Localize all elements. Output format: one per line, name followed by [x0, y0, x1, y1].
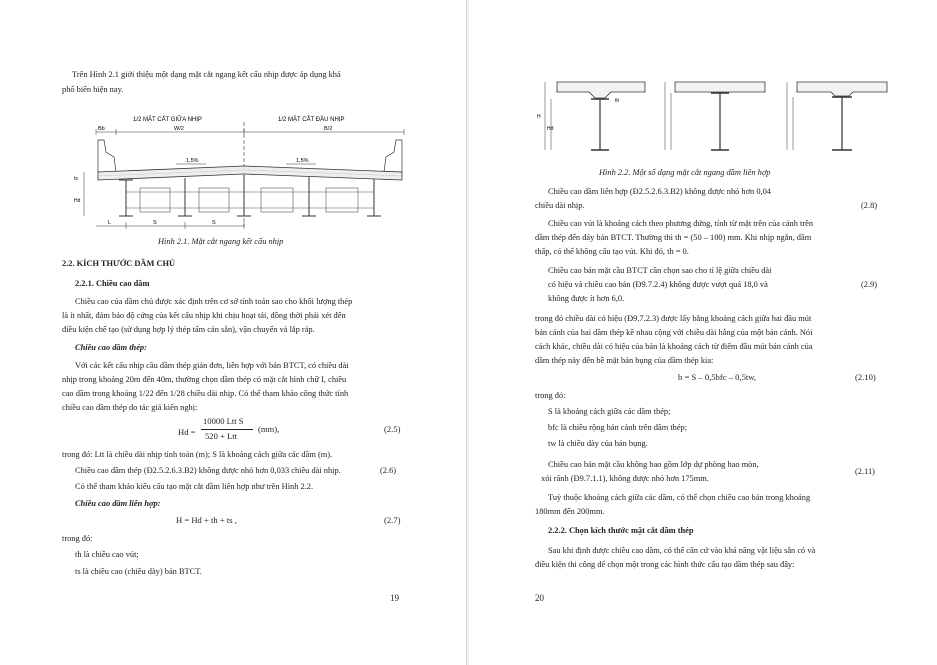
- eq-2-10-number: (2.10): [855, 372, 876, 382]
- page-number-right: 20: [535, 593, 544, 603]
- left-page: [0, 0, 467, 665]
- eq-2-5-number: (2.5): [384, 424, 401, 434]
- fig1-label-left: 1/2 MẶT CẮT GIỮA NHỊP: [133, 117, 202, 123]
- right-page: [469, 0, 937, 665]
- def-tw: tw là chiều dày của bản bụng.: [548, 439, 648, 448]
- figure-2-1-caption: Hình 2.1. Mặt cắt ngang kết cấu nhịp: [158, 237, 284, 246]
- p2-line-2: nhịp trong khoảng 20m đến 40m, thường chọn dầm thép có mặt cắt hình chữ I, chiều: [62, 375, 347, 384]
- r-p1-line-1: Chiều cao dầm liên hợp (Đ2.5.2.6.3.B2) không được nhỏ hơn 0,04: [548, 187, 771, 196]
- r-p2-line-3: thấp, có thể không cấu tạo vút. Khi đó, th = 0.: [535, 247, 689, 256]
- fig1-dim-s2: S: [212, 220, 216, 226]
- section-2-2-heading: 2.2. KÍCH THƯỚC DẦM CHỦ: [62, 259, 176, 268]
- fig1-dim-b2: B/2: [324, 126, 333, 132]
- r-p7-line-1: Sau khi định được chiều cao dầm, có thể căn cứ vào khả năng vật liệu sẵn có và: [548, 546, 816, 555]
- eq-2-7: H = Hd + th + ts ,: [176, 515, 237, 525]
- eq-2-5-lhs: Hd =: [178, 427, 196, 437]
- eq-2-5-numerator: 10000 Ltt S: [203, 416, 244, 426]
- steel-height-heading: Chiều cao dầm thép:: [75, 343, 147, 352]
- def-ts: ts là chiều cao (chiều dày) bản BTCT.: [75, 567, 202, 576]
- p2-line-3: cao dầm trong khoảng 1/22 đến 1/28 chiều dài nhịp. Có thể tham khảo công thức tính: [62, 389, 349, 398]
- figure-2-2-sections: [535, 70, 905, 160]
- r-p6-line-1: Tuỳ thuộc khoảng cách giữa các dầm, có thể chọn chiều cao bản trong khoảng: [548, 493, 811, 502]
- eq-2-5-denominator: 520 + Ltt: [205, 431, 238, 441]
- eq-2-5-fraction-bar: [201, 429, 253, 430]
- fig1-label-right: 1/2 MẶT CẮT ĐẦU NHỊP: [278, 117, 345, 123]
- r-p4-line-2: bản cánh của hai dầm thép kề nhau cộng với chiều dài hẫng của một bản cánh. Nói: [535, 328, 813, 337]
- r-p3-line-3: không được ít hơn 6,0.: [548, 294, 625, 303]
- fig1-slope-left: 1,5%: [186, 158, 199, 164]
- r-p4-line-1: trong đó chiều dài có hiệu (Đ9.7.2.3) được lấy bằng khoảng cách giữa hai đầu mút: [535, 314, 812, 323]
- r-p5-line-2: xói rãnh (Đ9.7.1.1), không được nhỏ hơn 175mm.: [541, 474, 709, 483]
- def-bfc: bfc là chiều rộng bản cánh trên dầm thép;: [548, 423, 688, 432]
- section-2-2-2-heading: 2.2.2. Chọn kích thước mặt cắt dầm thép: [548, 526, 694, 535]
- fig1-dim-s1: S: [153, 220, 157, 226]
- p1-line-1: Chiều cao của dầm chủ được xác định trên cơ sở tính toán sao cho khối lượng thép: [75, 297, 353, 306]
- intro-line-1: Trên Hình 2.1 giới thiệu một dạng mặt cắt ngang kết cấu nhịp được áp dụng khá: [72, 70, 341, 79]
- r-p6-line-2: 180mm đến 200mm.: [535, 507, 605, 516]
- where-label: trong đó:: [62, 534, 93, 543]
- page-number-left: 19: [390, 593, 399, 603]
- r-p7-line-2: điều kiện thi công để chọn một trong các hình thức cấu tạo dầm thép sau đây:: [535, 560, 795, 569]
- eq-2-7-number: (2.7): [384, 515, 401, 525]
- fig1-side-ts: ts: [74, 176, 78, 182]
- eq-2-11-number: (2.11): [855, 467, 875, 476]
- figure-2-1-cross-section: [58, 112, 418, 232]
- eq-2-5-unit: (mm),: [258, 424, 280, 434]
- p1-line-2: là ít nhất, đảm bảo độ cứng của kết cấu nhịp khi chịu hoạt tải, đồng thời phải xét đến: [62, 311, 346, 320]
- def-th: th là chiều cao vút;: [75, 550, 139, 559]
- r-p4-line-3: cách khác, chiều dài có hiệu của bản là khoảng cách từ điểm đầu mút bản cánh của: [535, 342, 813, 351]
- r-p3-line-1: Chiều cao bản mặt cầu BTCT cần chọn sao cho tỉ lệ giữa chiều dài: [548, 266, 772, 275]
- fig2-label-hd: Hd: [547, 126, 554, 132]
- composite-height-heading: Chiều cao dầm liên hợp:: [75, 499, 161, 508]
- fig1-side-hd: Hd: [74, 198, 81, 204]
- r-p2-line-1: Chiều cao vút là khoảng cách theo phương đứng, tính từ mặt trên của cánh trên: [548, 219, 814, 228]
- p2-line-4: chiều cao dầm thép do tác giả kiến nghị:: [62, 403, 198, 412]
- fig2-label-h: H: [537, 114, 541, 120]
- p1-line-3: điều kiện chế tạo (sử dụng hợp lý thép tấm cán sẵn), vận chuyển và lắp ráp.: [62, 325, 315, 334]
- section-2-2-1-heading: 2.2.1. Chiều cao dầm: [75, 279, 150, 288]
- fig2-label-th: th: [615, 98, 620, 104]
- r-p1-line-2: chiều dài nhịp.: [535, 201, 585, 210]
- p4-text: Chiều cao dầm thép (Đ2.5.2.6.3.B2) không được nhỏ hơn 0,033 chiều dài nhịp.: [75, 466, 341, 475]
- fig1-dim-w2: W/2: [174, 126, 184, 132]
- eq-2-9-number: (2.9): [861, 280, 878, 289]
- p3: trong đó: Ltt là chiều dài nhịp tính toán (m); S là khoảng cách giữa các dầm (m).: [62, 450, 333, 459]
- r-where-label: trong đó:: [535, 391, 566, 400]
- r-p4-line-4: dầm thép này đến bề mặt bản bụng của dầm thép kia:: [535, 356, 714, 365]
- fig1-dim-l: L: [108, 220, 112, 226]
- eq-2-10: b = S – 0,5bfc – 0,5tw,: [678, 372, 757, 382]
- p4-number: (2.6): [380, 466, 397, 475]
- figure-2-2-caption: Hình 2.2. Một số dạng mặt cắt ngang dầm liên hợp: [599, 168, 771, 177]
- r-p3-line-2: có hiệu và chiều cao bản (Đ9.7.2.4) không được vượt quá 18,0 và: [548, 280, 768, 289]
- def-s: S là khoảng cách giữa các dầm thép;: [548, 407, 671, 416]
- fig1-slope-right: 1,5%: [296, 158, 309, 164]
- p2-line-1: Với các kết cấu nhịp cầu dầm thép giản đơn, liên hợp với bản BTCT, có chiều dài: [75, 361, 349, 370]
- p5: Có thể tham khảo kiểu cấu tạo mặt cắt dầm liên hợp như trên Hình 2.2.: [75, 482, 314, 491]
- r-p5-line-1: Chiều cao bản mặt cầu không bao gồm lớp dự phòng hao mòn,: [548, 460, 759, 469]
- fig1-dim-bb: Bb: [98, 126, 105, 132]
- intro-line-2: phổ biến hiện nay.: [62, 85, 124, 94]
- r-p2-line-2: dầm thép đến đáy bản BTCT. Thường thì th = (50 – 100) mm. Khi nhịp ngắn, dầm: [535, 233, 812, 242]
- eq-2-8-number: (2.8): [861, 201, 878, 210]
